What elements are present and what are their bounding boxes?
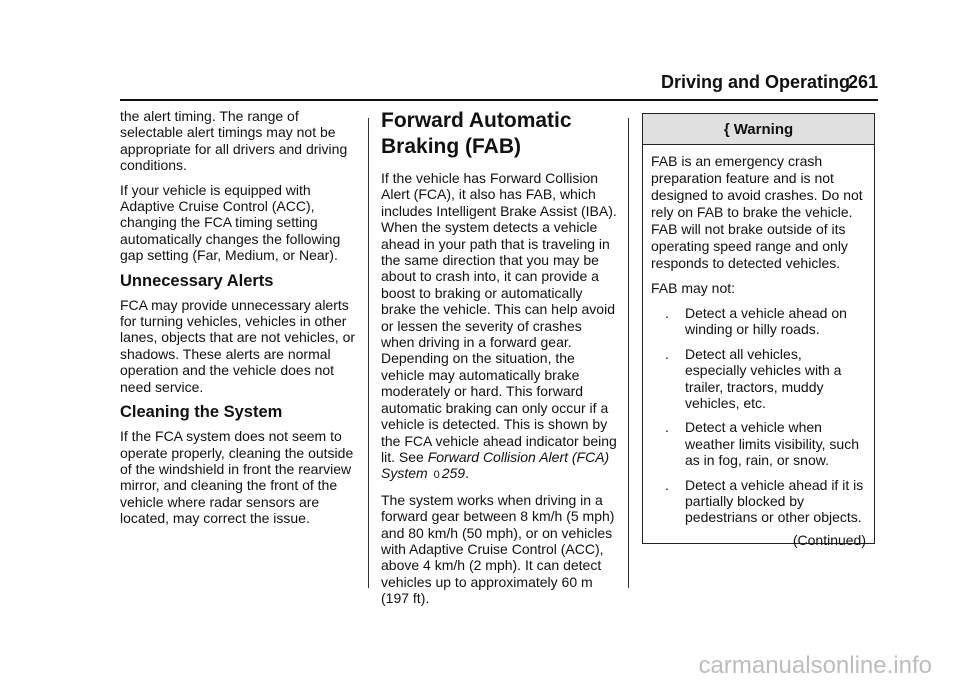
list-item — [651, 346, 866, 412]
column-2 — [381, 108, 617, 615]
warning-list — [651, 305, 866, 526]
paragraph-acc: If your vehicle is equipped with Adaptive Cruise Control (ACC), changing the FCA timing setting automatically changes the following gap setting (Far, Medium, or Near). — [120, 181, 341, 264]
warning-title: Warning — [733, 120, 794, 138]
chapter-title: Driving and Operating — [660, 72, 850, 92]
list-item — [651, 305, 866, 338]
paragraph-unnecessary-alerts: FCA may provide unnecessary alerts for turning vehicles, vehicles in other lanes, objects that are not vehicles, or shadows. These alerts are normal operation and the vehicle does not need service. — [120, 296, 356, 395]
paragraph-alert-timing: the alert timing. The range of selectable alert timings may not be appropriate for all drivers and driving conditions. — [120, 108, 348, 174]
paragraph-cleaning: If the FCA system does not seem to operate properly, cleaning the outside of the windshield in front the rearview mirror, and cleaning the front of the vehicle where radar sensors are located, may correct the issue. — [120, 428, 354, 527]
list-item-text: Detect a vehicle ahead if it is partially blocked by pedestrians or other objects. — [685, 476, 864, 526]
bullet: . — [665, 305, 669, 321]
column-1 — [120, 108, 356, 535]
column-divider-2 — [628, 118, 629, 588]
fab-intro-text: If the vehicle has Forward Collision Alert (FCA), it also has FAB, which includes Intelligent Brake Assist (IBA). When the system detects a vehicle ahead in your path that is traveling in the same direction that you may be about to crash into, it can provide a boost to braking or automatically brake the vehicle. This can help avoid or lessen the severity of crashes when driving in a forward gear. Depending on the situation, the vehicle may automatically brake moderately or hard. This forward automatic braking can only occur if a vehicle is detected. This is shown by the FCA vehicle ahead indicator being lit. — [381, 170, 617, 465]
warning-triangle-icon: { — [723, 120, 730, 138]
heading-unnecessary-alerts: Unnecessary Alerts — [120, 271, 274, 290]
see-prefix: See — [398, 448, 428, 465]
list-item-text: Detect a vehicle ahead on winding or hilly roads. — [685, 305, 847, 338]
cross-reference-link[interactable]: Forward Collision Alert (FCA) System — [381, 448, 610, 482]
page-header — [0, 72, 960, 102]
cross-reference-page[interactable]: 259 — [441, 465, 466, 482]
bullet: . — [665, 476, 669, 493]
paragraph-fab-intro — [381, 170, 617, 484]
continued-label: (Continued) — [792, 531, 866, 548]
page-number: 261 — [848, 72, 879, 92]
bullet: . — [665, 419, 669, 436]
watermark: carmanualsonline.info — [698, 652, 932, 679]
bullet: . — [665, 345, 669, 362]
warning-header — [643, 114, 874, 145]
warning-box — [642, 113, 875, 548]
list-item — [651, 477, 866, 526]
warning-list-intro: FAB may not: — [651, 280, 736, 296]
list-item-text: Detect a vehicle when weather limits visibility, such as in fog, rain, or snow. — [685, 419, 860, 469]
column-divider-1 — [368, 118, 369, 588]
header-rule — [120, 99, 878, 101]
warning-paragraph: FAB is an emergency crash preparation feature and is not designed to avoid crashes. Do not rely on FAB to brake the vehicle. FAB will not brake outside of its operating speed range and only responds to detected vehicles. — [651, 153, 863, 271]
list-item-text: Detect all vehicles, especially vehicles with a trailer, tractors, muddy vehicles, etc. — [685, 345, 842, 412]
see-suffix: . — [465, 465, 469, 482]
page-reference-icon: 0 — [433, 469, 440, 482]
heading-cleaning-the-system: Cleaning the System — [120, 403, 283, 422]
list-item — [651, 419, 866, 468]
warning-body — [643, 145, 874, 548]
section-title-fab: Forward Automatic Braking (FAB) — [381, 109, 572, 158]
paragraph-operating-range: The system works when driving in a forward gear between 8 km/h (5 mph) and 80 km/h (50 mph), or on vehicles with Adaptive Cruise Control (ACC), above 4 km/h (2 mph). It can detect vehicles up to approximately 60 m (197 ft). — [381, 491, 615, 607]
